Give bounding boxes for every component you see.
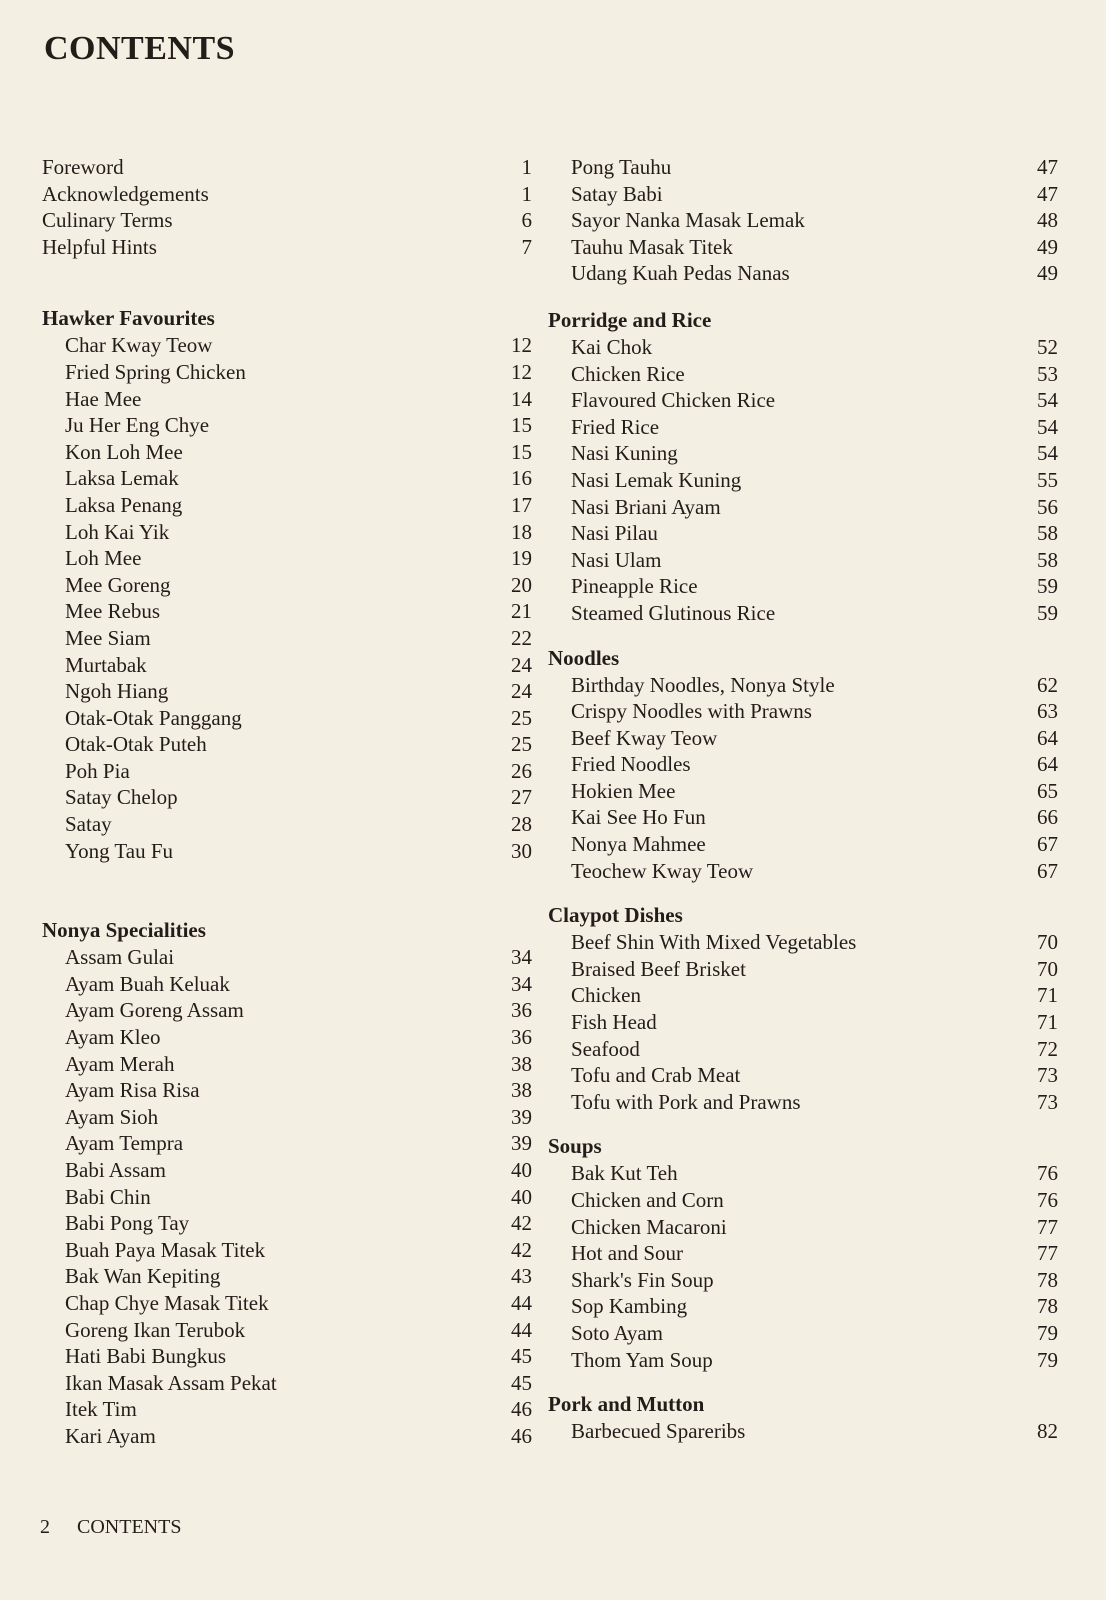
entry-title: Buah Paya Masak Titek bbox=[65, 1237, 266, 1262]
entry-title: Ayam Goreng Assam bbox=[65, 998, 244, 1023]
entry-title: Birthday Noodles, Nonya Style bbox=[571, 672, 835, 697]
section-heading: Porridge and Rice bbox=[548, 307, 712, 332]
toc-entry bbox=[548, 520, 1058, 547]
entry-page-number: 65 bbox=[1037, 778, 1058, 803]
toc-entry bbox=[548, 234, 1058, 261]
entry-page-number: 36 bbox=[511, 998, 532, 1023]
entry-page-number: 44 bbox=[511, 1290, 532, 1315]
toc-entry bbox=[548, 804, 1058, 831]
entry-title: Beef Kway Teow bbox=[571, 725, 718, 750]
footer-label: CONTENTS bbox=[77, 1516, 182, 1538]
entry-page-number: 71 bbox=[1037, 983, 1058, 1008]
entry-title: Seafood bbox=[571, 1036, 640, 1061]
toc-entry bbox=[42, 1290, 532, 1317]
entry-page-number: 19 bbox=[511, 546, 532, 571]
entry-page-number: 20 bbox=[511, 572, 532, 597]
entry-title: Laksa Penang bbox=[65, 492, 183, 517]
entry-title: Ayam Sioh bbox=[65, 1104, 159, 1129]
toc-entry bbox=[42, 465, 532, 492]
entry-page-number: 79 bbox=[1037, 1347, 1058, 1372]
section-heading: Pork and Mutton bbox=[548, 1392, 705, 1417]
toc-entry bbox=[42, 1343, 532, 1370]
entry-page-number: 79 bbox=[1037, 1320, 1058, 1345]
toc-entry bbox=[42, 758, 532, 785]
entry-title: Hokien Mee bbox=[571, 778, 676, 803]
entry-page-number: 70 bbox=[1037, 930, 1058, 955]
toc-entry bbox=[42, 572, 532, 599]
entry-page-number: 15 bbox=[511, 439, 532, 464]
toc-entry bbox=[548, 260, 1058, 287]
entry-title: Hati Babi Bungkus bbox=[65, 1344, 226, 1369]
entry-title: Hot and Sour bbox=[571, 1241, 683, 1266]
entry-page-number: 36 bbox=[511, 1025, 532, 1050]
entry-list bbox=[548, 672, 1058, 885]
entry-title: Beef Shin With Mixed Vegetables bbox=[571, 930, 857, 955]
toc-entry bbox=[548, 751, 1058, 778]
entry-page-number: 82 bbox=[1037, 1419, 1058, 1444]
toc-entry bbox=[42, 1317, 532, 1344]
toc-entry bbox=[42, 386, 532, 413]
entry-title: Laksa Lemak bbox=[65, 466, 179, 491]
entry-title: Ayam Kleo bbox=[65, 1025, 161, 1050]
entry-page-number: 49 bbox=[1037, 261, 1058, 286]
entry-page-number: 34 bbox=[511, 971, 532, 996]
entry-page-number: 58 bbox=[1037, 547, 1058, 572]
toc-entry bbox=[42, 997, 532, 1024]
toc-entry bbox=[42, 944, 532, 971]
entry-title: Babi Chin bbox=[65, 1184, 151, 1209]
toc-entry bbox=[42, 1077, 532, 1104]
toc-entry bbox=[548, 1267, 1058, 1294]
section-soups bbox=[548, 1133, 1058, 1373]
toc-entry bbox=[548, 1160, 1058, 1187]
entry-title: Kai Chok bbox=[571, 334, 653, 359]
entry-page-number: 52 bbox=[1037, 334, 1058, 359]
toc-entry bbox=[42, 1051, 532, 1078]
entry-title: Culinary Terms bbox=[42, 208, 173, 233]
entry-title: Kai See Ho Fun bbox=[571, 805, 706, 830]
entry-page-number: 78 bbox=[1037, 1267, 1058, 1292]
entry-page-number: 47 bbox=[1037, 155, 1058, 179]
toc-entry bbox=[42, 1396, 532, 1423]
entry-title: Ngoh Hiang bbox=[65, 679, 169, 704]
entry-page-number: 38 bbox=[511, 1051, 532, 1076]
entry-title: Mee Goreng bbox=[65, 572, 171, 597]
continued-list bbox=[548, 154, 1058, 287]
section-heading: Nonya Specialities bbox=[42, 918, 206, 943]
entry-title: Chicken Macaroni bbox=[571, 1214, 727, 1239]
entry-list bbox=[42, 944, 532, 1449]
entry-page-number: 64 bbox=[1037, 752, 1058, 777]
toc-entry bbox=[42, 731, 532, 758]
entry-title: Ayam Risa Risa bbox=[65, 1078, 200, 1103]
toc-entry bbox=[548, 1214, 1058, 1241]
entry-page-number: 78 bbox=[1037, 1294, 1058, 1319]
entry-page-number: 27 bbox=[511, 785, 532, 810]
entry-page-number: 71 bbox=[1037, 1010, 1058, 1035]
entry-list bbox=[548, 334, 1058, 627]
entry-page-number: 62 bbox=[1037, 672, 1058, 697]
entry-page-number: 55 bbox=[1037, 467, 1058, 492]
contents-column-right bbox=[548, 154, 1058, 1445]
toc-entry bbox=[548, 1240, 1058, 1267]
entry-page-number: 77 bbox=[1037, 1241, 1058, 1266]
toc-entry bbox=[548, 1187, 1058, 1214]
toc-entry bbox=[548, 414, 1058, 441]
entry-page-number: 43 bbox=[511, 1264, 532, 1289]
entry-title: Pong Tauhu bbox=[571, 155, 672, 179]
section-heading: Hawker Favourites bbox=[42, 306, 215, 331]
entry-title: Steamed Glutinous Rice bbox=[571, 600, 776, 625]
page-footer bbox=[40, 1516, 181, 1539]
toc-entry bbox=[42, 154, 532, 181]
toc-entry bbox=[548, 181, 1058, 208]
toc-entry bbox=[42, 625, 532, 652]
entry-title: Loh Mee bbox=[65, 546, 142, 571]
toc-entry bbox=[42, 545, 532, 572]
entry-page-number: 12 bbox=[511, 333, 532, 358]
toc-entry bbox=[548, 154, 1058, 181]
entry-title: Nasi Ulam bbox=[571, 547, 662, 572]
entry-title: Thom Yam Soup bbox=[571, 1347, 713, 1372]
entry-title: Teochew Kway Teow bbox=[571, 858, 754, 883]
entry-page-number: 14 bbox=[511, 386, 532, 411]
footer-page-number: 2 bbox=[40, 1516, 50, 1538]
toc-entry bbox=[548, 207, 1058, 234]
toc-entry bbox=[548, 361, 1058, 388]
entry-title: Satay Babi bbox=[571, 181, 663, 206]
toc-entry bbox=[548, 600, 1058, 627]
entry-page-number: 1 bbox=[521, 181, 532, 206]
section-nonya-specialities bbox=[42, 917, 532, 1449]
entry-title: Kon Loh Mee bbox=[65, 439, 183, 464]
entry-title: Tofu with Pork and Prawns bbox=[571, 1089, 801, 1114]
entry-page-number: 72 bbox=[1037, 1036, 1058, 1061]
front-matter-list bbox=[42, 154, 532, 260]
entry-title: Hae Mee bbox=[65, 386, 142, 411]
toc-entry bbox=[42, 1263, 532, 1290]
toc-entry bbox=[42, 598, 532, 625]
entry-page-number: 28 bbox=[511, 812, 532, 837]
toc-entry bbox=[42, 519, 532, 546]
entry-title: Ju Her Eng Chye bbox=[65, 413, 210, 438]
entry-title: Babi Assam bbox=[65, 1158, 166, 1182]
entry-page-number: 45 bbox=[511, 1344, 532, 1369]
toc-entry bbox=[548, 1347, 1058, 1374]
entry-title: Otak-Otak Panggang bbox=[65, 705, 242, 730]
entry-page-number: 21 bbox=[511, 599, 532, 624]
entry-title: Mee Rebus bbox=[65, 599, 161, 624]
entry-title: Fried Rice bbox=[571, 414, 660, 439]
toc-entry bbox=[42, 492, 532, 519]
entry-page-number: 39 bbox=[511, 1104, 532, 1129]
toc-entry bbox=[548, 1418, 1058, 1445]
entry-page-number: 64 bbox=[1037, 725, 1058, 750]
toc-entry bbox=[42, 1104, 532, 1131]
entry-page-number: 40 bbox=[511, 1158, 532, 1182]
entry-title: Fish Head bbox=[571, 1010, 657, 1035]
entry-title: Ayam Buah Keluak bbox=[65, 971, 230, 996]
toc-entry bbox=[42, 207, 532, 234]
toc-entry bbox=[548, 831, 1058, 858]
entry-page-number: 66 bbox=[1037, 805, 1058, 830]
entry-title: Otak-Otak Puteh bbox=[65, 732, 207, 757]
toc-entry bbox=[548, 547, 1058, 574]
entry-page-number: 54 bbox=[1037, 441, 1058, 466]
toc-entry bbox=[548, 1320, 1058, 1347]
toc-entry bbox=[42, 678, 532, 705]
entry-title: Pineapple Rice bbox=[571, 574, 698, 599]
entry-title: Foreword bbox=[42, 155, 124, 179]
toc-entry bbox=[548, 1036, 1058, 1063]
entry-list bbox=[548, 1160, 1058, 1373]
entry-title: Goreng Ikan Terubok bbox=[65, 1317, 246, 1342]
entry-page-number: 56 bbox=[1037, 494, 1058, 519]
entry-title: Itek Tim bbox=[65, 1397, 137, 1422]
entry-page-number: 67 bbox=[1037, 858, 1058, 883]
toc-entry bbox=[42, 1210, 532, 1237]
entry-title: Tauhu Masak Titek bbox=[571, 234, 733, 259]
entry-page-number: 16 bbox=[511, 466, 532, 491]
toc-entry bbox=[548, 573, 1058, 600]
entry-title: Char Kway Teow bbox=[65, 333, 213, 358]
entry-title: Chicken bbox=[571, 983, 641, 1008]
entry-page-number: 7 bbox=[521, 234, 532, 259]
entry-page-number: 17 bbox=[511, 492, 532, 517]
entry-title: Chicken Rice bbox=[571, 361, 685, 386]
entry-title: Udang Kuah Pedas Nanas bbox=[571, 261, 790, 286]
entry-page-number: 53 bbox=[1037, 361, 1058, 386]
section-noodles bbox=[548, 645, 1058, 885]
entry-title: Sop Kambing bbox=[571, 1294, 688, 1319]
toc-entry bbox=[548, 982, 1058, 1009]
entry-title: Poh Pia bbox=[65, 758, 130, 783]
entry-page-number: 15 bbox=[511, 413, 532, 438]
entry-page-number: 24 bbox=[511, 679, 532, 704]
toc-entry bbox=[548, 467, 1058, 494]
entry-page-number: 49 bbox=[1037, 234, 1058, 259]
page-title: CONTENTS bbox=[44, 30, 236, 67]
toc-entry bbox=[548, 956, 1058, 983]
entry-title: Mee Siam bbox=[65, 625, 151, 650]
entry-page-number: 46 bbox=[511, 1423, 532, 1448]
entry-title: Acknowledgements bbox=[42, 181, 209, 206]
toc-entry bbox=[42, 971, 532, 998]
entry-page-number: 73 bbox=[1037, 1089, 1058, 1114]
entry-page-number: 42 bbox=[511, 1237, 532, 1262]
entry-page-number: 67 bbox=[1037, 832, 1058, 857]
toc-entry bbox=[42, 838, 532, 865]
toc-entry bbox=[42, 1184, 532, 1211]
entry-title: Loh Kai Yik bbox=[65, 519, 170, 544]
entry-title: Sayor Nanka Masak Lemak bbox=[571, 208, 805, 233]
entry-title: Barbecued Spareribs bbox=[571, 1419, 746, 1444]
entry-title: Kari Ayam bbox=[65, 1423, 156, 1448]
entry-title: Tofu and Crab Meat bbox=[571, 1063, 741, 1088]
entry-page-number: 34 bbox=[511, 945, 532, 970]
entry-list bbox=[42, 332, 532, 864]
toc-entry bbox=[42, 412, 532, 439]
entry-title: Babi Pong Tay bbox=[65, 1211, 190, 1236]
toc-entry bbox=[42, 359, 532, 386]
toc-entry bbox=[548, 725, 1058, 752]
toc-entry bbox=[548, 929, 1058, 956]
entry-page-number: 30 bbox=[511, 838, 532, 863]
toc-entry bbox=[548, 1062, 1058, 1089]
section-claypot-dishes bbox=[548, 902, 1058, 1115]
entry-title: Nasi Kuning bbox=[571, 441, 678, 466]
entry-title: Fried Spring Chicken bbox=[65, 359, 246, 384]
entry-page-number: 6 bbox=[521, 208, 532, 233]
section-porridge-and-rice bbox=[548, 307, 1058, 627]
entry-title: Fried Noodles bbox=[571, 752, 691, 777]
entry-title: Helpful Hints bbox=[42, 234, 157, 259]
entry-page-number: 22 bbox=[511, 625, 532, 650]
section-heading: Noodles bbox=[548, 645, 620, 670]
entry-title: Nasi Pilau bbox=[571, 521, 658, 546]
entry-title: Nasi Lemak Kuning bbox=[571, 467, 742, 492]
entry-title: Flavoured Chicken Rice bbox=[571, 388, 776, 413]
entry-page-number: 70 bbox=[1037, 956, 1058, 981]
entry-page-number: 54 bbox=[1037, 414, 1058, 439]
entry-title: Nasi Briani Ayam bbox=[571, 494, 721, 519]
entry-page-number: 59 bbox=[1037, 574, 1058, 599]
toc-entry bbox=[548, 387, 1058, 414]
entry-title: Soto Ayam bbox=[571, 1320, 663, 1345]
entry-title: Crispy Noodles with Prawns bbox=[571, 699, 812, 724]
entry-page-number: 59 bbox=[1037, 600, 1058, 625]
entry-title: Ikan Masak Assam Pekat bbox=[65, 1370, 277, 1395]
entry-page-number: 77 bbox=[1037, 1214, 1058, 1239]
toc-entry bbox=[42, 1423, 532, 1450]
entry-title: Murtabak bbox=[65, 652, 147, 677]
entry-title: Chicken and Corn bbox=[571, 1188, 724, 1212]
entry-page-number: 18 bbox=[511, 519, 532, 544]
entry-page-number: 40 bbox=[511, 1184, 532, 1209]
entry-page-number: 25 bbox=[511, 732, 532, 757]
entry-page-number: 47 bbox=[1037, 181, 1058, 206]
entry-page-number: 76 bbox=[1037, 1161, 1058, 1186]
toc-entry bbox=[42, 1024, 532, 1051]
toc-entry bbox=[548, 440, 1058, 467]
toc-entry bbox=[548, 1293, 1058, 1320]
entry-page-number: 38 bbox=[511, 1078, 532, 1103]
entry-title: Ayam Merah bbox=[65, 1051, 175, 1076]
entry-title: Shark's Fin Soup bbox=[571, 1267, 714, 1292]
entry-page-number: 73 bbox=[1037, 1063, 1058, 1088]
toc-entry bbox=[42, 811, 532, 838]
toc-entry bbox=[548, 672, 1058, 699]
entry-title: Bak Kut Teh bbox=[571, 1161, 678, 1186]
entry-page-number: 25 bbox=[511, 705, 532, 730]
entry-page-number: 48 bbox=[1037, 208, 1058, 233]
section-heading: Soups bbox=[548, 1134, 602, 1159]
toc-entry bbox=[548, 494, 1058, 521]
section-pork-and-mutton bbox=[548, 1391, 1058, 1445]
entry-page-number: 12 bbox=[511, 359, 532, 384]
entry-page-number: 54 bbox=[1037, 388, 1058, 413]
toc-entry bbox=[548, 1089, 1058, 1116]
section-hawker-favourites bbox=[42, 305, 532, 864]
toc-entry bbox=[42, 652, 532, 679]
entry-title: Ayam Tempra bbox=[65, 1131, 184, 1156]
entry-page-number: 46 bbox=[511, 1397, 532, 1422]
toc-entry bbox=[42, 1130, 532, 1157]
toc-entry bbox=[42, 332, 532, 359]
entry-title: Assam Gulai bbox=[65, 945, 175, 970]
entry-title: Braised Beef Brisket bbox=[571, 956, 746, 981]
section-heading: Claypot Dishes bbox=[548, 903, 683, 928]
toc-entry bbox=[548, 698, 1058, 725]
entry-page-number: 76 bbox=[1037, 1188, 1058, 1212]
entry-page-number: 45 bbox=[511, 1370, 532, 1395]
toc-entry bbox=[548, 858, 1058, 885]
toc-entry bbox=[42, 1237, 532, 1264]
entry-title: Yong Tau Fu bbox=[65, 838, 174, 863]
entry-page-number: 63 bbox=[1037, 699, 1058, 724]
entry-title: Nonya Mahmee bbox=[571, 832, 706, 857]
toc-entry bbox=[42, 181, 532, 208]
entry-list bbox=[548, 1418, 1058, 1445]
entry-page-number: 26 bbox=[511, 758, 532, 783]
toc-entry bbox=[42, 439, 532, 466]
contents-column-left bbox=[42, 154, 532, 1450]
toc-entry bbox=[548, 334, 1058, 361]
entry-title: Satay Chelop bbox=[65, 785, 178, 810]
toc-entry bbox=[548, 1009, 1058, 1036]
entry-page-number: 44 bbox=[511, 1317, 532, 1342]
entry-page-number: 58 bbox=[1037, 521, 1058, 546]
toc-entry bbox=[42, 784, 532, 811]
entry-page-number: 1 bbox=[521, 155, 532, 179]
entry-list bbox=[548, 929, 1058, 1115]
entry-page-number: 24 bbox=[511, 652, 532, 677]
toc-entry bbox=[42, 234, 532, 261]
entry-page-number: 42 bbox=[511, 1211, 532, 1236]
toc-entry bbox=[42, 1157, 532, 1184]
entry-title: Chap Chye Masak Titek bbox=[65, 1290, 269, 1315]
toc-entry bbox=[548, 778, 1058, 805]
entry-title: Bak Wan Kepiting bbox=[65, 1264, 221, 1289]
entry-page-number: 39 bbox=[511, 1131, 532, 1156]
toc-entry bbox=[42, 705, 532, 732]
entry-title: Satay bbox=[65, 812, 112, 837]
toc-entry bbox=[42, 1370, 532, 1397]
